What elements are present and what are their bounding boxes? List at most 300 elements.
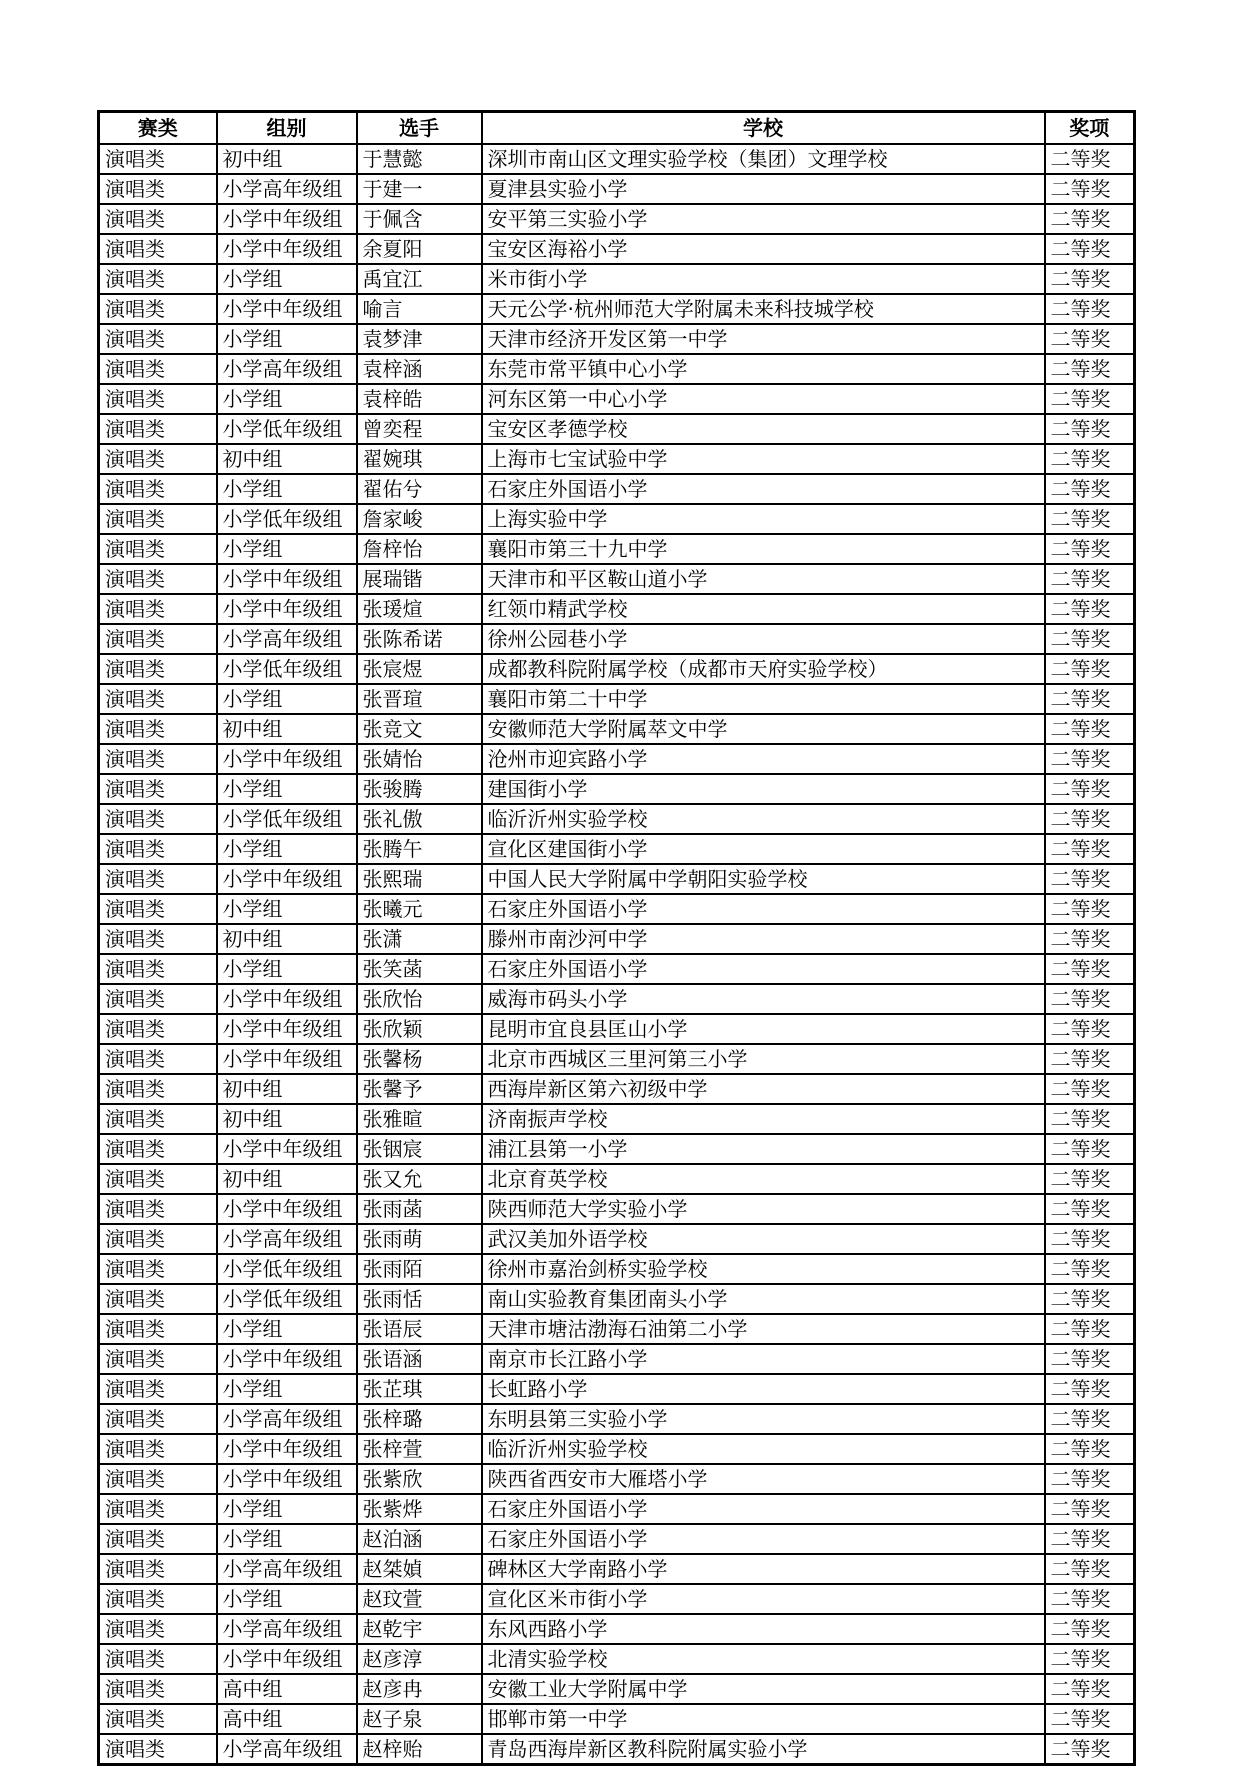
cell-contestant: 张馨杨 xyxy=(357,1044,482,1074)
cell-award: 二等奖 xyxy=(1045,1374,1135,1404)
cell-category: 演唱类 xyxy=(99,534,217,564)
table-row xyxy=(99,1644,1135,1674)
table-row xyxy=(99,804,1135,834)
table-row xyxy=(99,1554,1135,1584)
cell-group: 小学低年级组 xyxy=(217,414,357,444)
cell-category: 演唱类 xyxy=(99,474,217,504)
cell-award: 二等奖 xyxy=(1045,1254,1135,1284)
cell-category: 演唱类 xyxy=(99,1164,217,1194)
cell-contestant: 张笑菡 xyxy=(357,954,482,984)
cell-category: 演唱类 xyxy=(99,894,217,924)
cell-school: 石家庄外国语小学 xyxy=(482,1524,1045,1554)
cell-school: 石家庄外国语小学 xyxy=(482,474,1045,504)
table-row xyxy=(99,204,1135,234)
cell-school: 长虹路小学 xyxy=(482,1374,1045,1404)
cell-group: 小学中年级组 xyxy=(217,1044,357,1074)
cell-school: 东风西路小学 xyxy=(482,1614,1045,1644)
cell-group: 小学组 xyxy=(217,384,357,414)
cell-group: 小学组 xyxy=(217,894,357,924)
cell-award: 二等奖 xyxy=(1045,1164,1135,1194)
cell-category: 演唱类 xyxy=(99,714,217,744)
cell-category: 演唱类 xyxy=(99,1284,217,1314)
table-row xyxy=(99,504,1135,534)
cell-award: 二等奖 xyxy=(1045,1494,1135,1524)
cell-award: 二等奖 xyxy=(1045,1134,1135,1164)
cell-school: 南山实验教育集团南头小学 xyxy=(482,1284,1045,1314)
cell-award: 二等奖 xyxy=(1045,1074,1135,1104)
table-row xyxy=(99,1524,1135,1554)
table-row xyxy=(99,534,1135,564)
cell-category: 演唱类 xyxy=(99,264,217,294)
cell-award: 二等奖 xyxy=(1045,474,1135,504)
cell-group: 初中组 xyxy=(217,1164,357,1194)
table-row xyxy=(99,1734,1135,1765)
cell-school: 碑林区大学南路小学 xyxy=(482,1554,1045,1584)
cell-award: 二等奖 xyxy=(1045,174,1135,204)
cell-group: 小学组 xyxy=(217,324,357,354)
cell-school: 石家庄外国语小学 xyxy=(482,894,1045,924)
cell-school: 深圳市南山区文理实验学校（集团）文理学校 xyxy=(482,144,1045,174)
cell-school: 石家庄外国语小学 xyxy=(482,1494,1045,1524)
cell-contestant: 张曦元 xyxy=(357,894,482,924)
table-row xyxy=(99,1284,1135,1314)
cell-group: 小学中年级组 xyxy=(217,564,357,594)
cell-category: 演唱类 xyxy=(99,1344,217,1374)
cell-contestant: 赵桀媜 xyxy=(357,1554,482,1584)
table-row xyxy=(99,174,1135,204)
cell-category: 演唱类 xyxy=(99,504,217,534)
cell-group: 高中组 xyxy=(217,1674,357,1704)
cell-award: 二等奖 xyxy=(1045,1224,1135,1254)
cell-group: 小学组 xyxy=(217,1524,357,1554)
cell-group: 小学组 xyxy=(217,1584,357,1614)
table-row xyxy=(99,414,1135,444)
table-row xyxy=(99,594,1135,624)
cell-award: 二等奖 xyxy=(1045,204,1135,234)
cell-category: 演唱类 xyxy=(99,804,217,834)
cell-group: 小学低年级组 xyxy=(217,654,357,684)
cell-group: 小学组 xyxy=(217,474,357,504)
cell-award: 二等奖 xyxy=(1045,1524,1135,1554)
cell-award: 二等奖 xyxy=(1045,624,1135,654)
cell-award: 二等奖 xyxy=(1045,654,1135,684)
cell-school: 武汉美加外语学校 xyxy=(482,1224,1045,1254)
cell-school: 北京市西城区三里河第三小学 xyxy=(482,1044,1045,1074)
table-row xyxy=(99,1494,1135,1524)
cell-school: 邯郸市第一中学 xyxy=(482,1704,1045,1734)
table-row xyxy=(99,234,1135,264)
cell-school: 西海岸新区第六初级中学 xyxy=(482,1074,1045,1104)
cell-contestant: 张欣颖 xyxy=(357,1014,482,1044)
cell-school: 威海市码头小学 xyxy=(482,984,1045,1014)
table-row xyxy=(99,1374,1135,1404)
cell-contestant: 张紫烨 xyxy=(357,1494,482,1524)
cell-contestant: 张雨菡 xyxy=(357,1194,482,1224)
cell-group: 小学中年级组 xyxy=(217,1434,357,1464)
table-row xyxy=(99,654,1135,684)
cell-award: 二等奖 xyxy=(1045,1284,1135,1314)
cell-group: 初中组 xyxy=(217,1074,357,1104)
cell-group: 小学组 xyxy=(217,684,357,714)
table-row xyxy=(99,1434,1135,1464)
cell-group: 初中组 xyxy=(217,1104,357,1134)
cell-award: 二等奖 xyxy=(1045,1584,1135,1614)
cell-school: 东明县第三实验小学 xyxy=(482,1404,1045,1434)
cell-school: 夏津县实验小学 xyxy=(482,174,1045,204)
cell-school: 济南振声学校 xyxy=(482,1104,1045,1134)
cell-category: 演唱类 xyxy=(99,1584,217,1614)
cell-award: 二等奖 xyxy=(1045,774,1135,804)
cell-category: 演唱类 xyxy=(99,1404,217,1434)
table-row xyxy=(99,1344,1135,1374)
cell-award: 二等奖 xyxy=(1045,1464,1135,1494)
cell-award: 二等奖 xyxy=(1045,864,1135,894)
cell-group: 小学组 xyxy=(217,1374,357,1404)
cell-award: 二等奖 xyxy=(1045,264,1135,294)
table-row xyxy=(99,1164,1135,1194)
table-header-row xyxy=(99,112,1135,145)
cell-group: 小学中年级组 xyxy=(217,1344,357,1374)
cell-award: 二等奖 xyxy=(1045,504,1135,534)
table-row xyxy=(99,294,1135,324)
cell-award: 二等奖 xyxy=(1045,1314,1135,1344)
cell-school: 临沂沂州实验学校 xyxy=(482,804,1045,834)
cell-contestant: 翟婉琪 xyxy=(357,444,482,474)
cell-contestant: 张竞文 xyxy=(357,714,482,744)
cell-group: 初中组 xyxy=(217,714,357,744)
cell-group: 小学低年级组 xyxy=(217,1254,357,1284)
cell-group: 小学组 xyxy=(217,534,357,564)
cell-contestant: 张又允 xyxy=(357,1164,482,1194)
cell-award: 二等奖 xyxy=(1045,684,1135,714)
cell-school: 临沂沂州实验学校 xyxy=(482,1434,1045,1464)
cell-award: 二等奖 xyxy=(1045,1554,1135,1584)
cell-contestant: 赵子泉 xyxy=(357,1704,482,1734)
cell-category: 演唱类 xyxy=(99,1074,217,1104)
cell-category: 演唱类 xyxy=(99,564,217,594)
cell-contestant: 展瑞锴 xyxy=(357,564,482,594)
cell-contestant: 张铟宸 xyxy=(357,1134,482,1164)
cell-contestant: 曾奕程 xyxy=(357,414,482,444)
cell-contestant: 余夏阳 xyxy=(357,234,482,264)
cell-group: 小学高年级组 xyxy=(217,624,357,654)
table-row xyxy=(99,354,1135,384)
cell-group: 小学中年级组 xyxy=(217,234,357,264)
cell-contestant: 赵玟萱 xyxy=(357,1584,482,1614)
cell-group: 小学高年级组 xyxy=(217,1404,357,1434)
cell-category: 演唱类 xyxy=(99,1644,217,1674)
cell-award: 二等奖 xyxy=(1045,894,1135,924)
cell-contestant: 张熙瑞 xyxy=(357,864,482,894)
cell-contestant: 于佩含 xyxy=(357,204,482,234)
table-row xyxy=(99,474,1135,504)
cell-school: 红领巾精武学校 xyxy=(482,594,1045,624)
table-row xyxy=(99,1224,1135,1254)
cell-group: 小学中年级组 xyxy=(217,984,357,1014)
table-body xyxy=(99,144,1135,1765)
cell-contestant: 张骏腾 xyxy=(357,774,482,804)
table-row xyxy=(99,1194,1135,1224)
cell-category: 演唱类 xyxy=(99,444,217,474)
cell-group: 小学中年级组 xyxy=(217,864,357,894)
cell-contestant: 张雨萌 xyxy=(357,1224,482,1254)
cell-school: 陕西省西安市大雁塔小学 xyxy=(482,1464,1045,1494)
cell-award: 二等奖 xyxy=(1045,714,1135,744)
cell-contestant: 张语涵 xyxy=(357,1344,482,1374)
cell-award: 二等奖 xyxy=(1045,534,1135,564)
cell-award: 二等奖 xyxy=(1045,924,1135,954)
table-row xyxy=(99,1404,1135,1434)
cell-school: 安徽师范大学附属萃文中学 xyxy=(482,714,1045,744)
cell-contestant: 于建一 xyxy=(357,174,482,204)
cell-school: 安平第三实验小学 xyxy=(482,204,1045,234)
cell-category: 演唱类 xyxy=(99,984,217,1014)
cell-school: 中国人民大学附属中学朝阳实验学校 xyxy=(482,864,1045,894)
cell-school: 昆明市宜良县匡山小学 xyxy=(482,1014,1045,1044)
cell-category: 演唱类 xyxy=(99,1734,217,1765)
cell-school: 上海实验中学 xyxy=(482,504,1045,534)
cell-contestant: 赵泊涵 xyxy=(357,1524,482,1554)
cell-school: 浦江县第一小学 xyxy=(482,1134,1045,1164)
table-row xyxy=(99,1674,1135,1704)
table-row xyxy=(99,834,1135,864)
cell-group: 小学中年级组 xyxy=(217,1014,357,1044)
cell-category: 演唱类 xyxy=(99,744,217,774)
cell-contestant: 袁梓涵 xyxy=(357,354,482,384)
cell-category: 演唱类 xyxy=(99,1014,217,1044)
cell-category: 演唱类 xyxy=(99,1224,217,1254)
cell-category: 演唱类 xyxy=(99,1314,217,1344)
cell-contestant: 张晋瑄 xyxy=(357,684,482,714)
table-row xyxy=(99,324,1135,354)
column-header-award: 奖项 xyxy=(1045,112,1135,145)
cell-category: 演唱类 xyxy=(99,654,217,684)
cell-school: 襄阳市第三十九中学 xyxy=(482,534,1045,564)
cell-award: 二等奖 xyxy=(1045,1104,1135,1134)
column-header-group: 组别 xyxy=(217,112,357,145)
cell-category: 演唱类 xyxy=(99,1674,217,1704)
cell-group: 高中组 xyxy=(217,1704,357,1734)
cell-award: 二等奖 xyxy=(1045,1044,1135,1074)
cell-contestant: 张梓璐 xyxy=(357,1404,482,1434)
cell-category: 演唱类 xyxy=(99,1254,217,1284)
cell-category: 演唱类 xyxy=(99,924,217,954)
cell-award: 二等奖 xyxy=(1045,294,1135,324)
cell-award: 二等奖 xyxy=(1045,1734,1135,1765)
table-row xyxy=(99,1614,1135,1644)
cell-group: 小学中年级组 xyxy=(217,594,357,624)
table-row xyxy=(99,1314,1135,1344)
cell-school: 安徽工业大学附属中学 xyxy=(482,1674,1045,1704)
table-row xyxy=(99,1464,1135,1494)
cell-contestant: 张紫欣 xyxy=(357,1464,482,1494)
table-row xyxy=(99,714,1135,744)
cell-contestant: 张欣怡 xyxy=(357,984,482,1014)
cell-award: 二等奖 xyxy=(1045,594,1135,624)
cell-award: 二等奖 xyxy=(1045,1644,1135,1674)
cell-category: 演唱类 xyxy=(99,204,217,234)
cell-contestant: 禹宜江 xyxy=(357,264,482,294)
cell-school: 滕州市南沙河中学 xyxy=(482,924,1045,954)
cell-contestant: 喻言 xyxy=(357,294,482,324)
cell-contestant: 袁梦津 xyxy=(357,324,482,354)
cell-category: 演唱类 xyxy=(99,1044,217,1074)
cell-group: 小学组 xyxy=(217,774,357,804)
cell-contestant: 于慧懿 xyxy=(357,144,482,174)
cell-award: 二等奖 xyxy=(1045,1674,1135,1704)
table-row xyxy=(99,984,1135,1014)
cell-group: 小学中年级组 xyxy=(217,294,357,324)
cell-school: 天津市经济开发区第一中学 xyxy=(482,324,1045,354)
table-row xyxy=(99,1584,1135,1614)
table-row xyxy=(99,624,1135,654)
table-row xyxy=(99,924,1135,954)
table-row xyxy=(99,384,1135,414)
cell-category: 演唱类 xyxy=(99,294,217,324)
cell-contestant: 翟佑兮 xyxy=(357,474,482,504)
cell-contestant: 张馨予 xyxy=(357,1074,482,1104)
cell-contestant: 张婧怡 xyxy=(357,744,482,774)
cell-award: 二等奖 xyxy=(1045,444,1135,474)
cell-category: 演唱类 xyxy=(99,1614,217,1644)
cell-group: 初中组 xyxy=(217,444,357,474)
cell-group: 初中组 xyxy=(217,924,357,954)
cell-category: 演唱类 xyxy=(99,1134,217,1164)
cell-group: 小学高年级组 xyxy=(217,1554,357,1584)
cell-group: 小学中年级组 xyxy=(217,1134,357,1164)
cell-group: 小学中年级组 xyxy=(217,1464,357,1494)
cell-school: 上海市七宝试验中学 xyxy=(482,444,1045,474)
cell-category: 演唱类 xyxy=(99,1464,217,1494)
cell-category: 演唱类 xyxy=(99,384,217,414)
column-header-category: 赛类 xyxy=(99,112,217,145)
cell-contestant: 张雨陌 xyxy=(357,1254,482,1284)
table-row xyxy=(99,1254,1135,1284)
cell-category: 演唱类 xyxy=(99,1194,217,1224)
cell-group: 小学组 xyxy=(217,954,357,984)
cell-contestant: 张梓萱 xyxy=(357,1434,482,1464)
cell-group: 小学低年级组 xyxy=(217,804,357,834)
table-row xyxy=(99,954,1135,984)
cell-school: 陕西师范大学实验小学 xyxy=(482,1194,1045,1224)
table-row xyxy=(99,894,1135,924)
cell-award: 二等奖 xyxy=(1045,414,1135,444)
cell-award: 二等奖 xyxy=(1045,384,1135,414)
cell-category: 演唱类 xyxy=(99,1374,217,1404)
cell-contestant: 张瑗煊 xyxy=(357,594,482,624)
cell-award: 二等奖 xyxy=(1045,1344,1135,1374)
cell-group: 小学中年级组 xyxy=(217,744,357,774)
cell-category: 演唱类 xyxy=(99,1104,217,1134)
cell-school: 沧州市迎宾路小学 xyxy=(482,744,1045,774)
table-row xyxy=(99,1014,1135,1044)
cell-school: 米市街小学 xyxy=(482,264,1045,294)
table-row xyxy=(99,684,1135,714)
cell-category: 演唱类 xyxy=(99,354,217,384)
table-row xyxy=(99,774,1135,804)
cell-category: 演唱类 xyxy=(99,954,217,984)
table-row xyxy=(99,1104,1135,1134)
cell-contestant: 张语辰 xyxy=(357,1314,482,1344)
cell-category: 演唱类 xyxy=(99,1494,217,1524)
cell-contestant: 赵乾宇 xyxy=(357,1614,482,1644)
cell-category: 演唱类 xyxy=(99,594,217,624)
cell-school: 东莞市常平镇中心小学 xyxy=(482,354,1045,384)
cell-category: 演唱类 xyxy=(99,1434,217,1464)
cell-category: 演唱类 xyxy=(99,1524,217,1554)
cell-award: 二等奖 xyxy=(1045,1404,1135,1434)
cell-school: 南京市长江路小学 xyxy=(482,1344,1045,1374)
cell-school: 宝安区孝德学校 xyxy=(482,414,1045,444)
cell-award: 二等奖 xyxy=(1045,1704,1135,1734)
cell-contestant: 张潇 xyxy=(357,924,482,954)
cell-school: 青岛西海岸新区教科院附属实验小学 xyxy=(482,1734,1045,1765)
cell-school: 成都教科院附属学校（成都市天府实验学校） xyxy=(482,654,1045,684)
cell-contestant: 张芷琪 xyxy=(357,1374,482,1404)
cell-group: 小学组 xyxy=(217,264,357,294)
cell-group: 小学中年级组 xyxy=(217,1194,357,1224)
column-header-contestant: 选手 xyxy=(357,112,482,145)
cell-school: 宣化区米市街小学 xyxy=(482,1584,1045,1614)
column-header-school: 学校 xyxy=(482,112,1045,145)
cell-award: 二等奖 xyxy=(1045,804,1135,834)
cell-group: 小学中年级组 xyxy=(217,1644,357,1674)
cell-award: 二等奖 xyxy=(1045,234,1135,264)
cell-award: 二等奖 xyxy=(1045,954,1135,984)
cell-group: 小学高年级组 xyxy=(217,1614,357,1644)
cell-category: 演唱类 xyxy=(99,1704,217,1734)
cell-school: 北清实验学校 xyxy=(482,1644,1045,1674)
table-row xyxy=(99,744,1135,774)
cell-school: 建国街小学 xyxy=(482,774,1045,804)
cell-group: 小学高年级组 xyxy=(217,354,357,384)
cell-school: 河东区第一中心小学 xyxy=(482,384,1045,414)
cell-group: 初中组 xyxy=(217,144,357,174)
table-row xyxy=(99,1704,1135,1734)
cell-category: 演唱类 xyxy=(99,834,217,864)
cell-contestant: 袁梓皓 xyxy=(357,384,482,414)
cell-school: 石家庄外国语小学 xyxy=(482,954,1045,984)
award-results-table xyxy=(97,110,1136,1766)
cell-group: 小学低年级组 xyxy=(217,1284,357,1314)
cell-group: 小学中年级组 xyxy=(217,204,357,234)
cell-category: 演唱类 xyxy=(99,324,217,354)
cell-category: 演唱类 xyxy=(99,684,217,714)
cell-category: 演唱类 xyxy=(99,234,217,264)
cell-contestant: 詹家峻 xyxy=(357,504,482,534)
cell-award: 二等奖 xyxy=(1045,144,1135,174)
cell-school: 北京育英学校 xyxy=(482,1164,1045,1194)
table-row xyxy=(99,864,1135,894)
cell-award: 二等奖 xyxy=(1045,984,1135,1014)
cell-school: 徐州公园巷小学 xyxy=(482,624,1045,654)
cell-contestant: 赵彦冉 xyxy=(357,1674,482,1704)
cell-school: 宣化区建国街小学 xyxy=(482,834,1045,864)
table-row xyxy=(99,1134,1135,1164)
cell-category: 演唱类 xyxy=(99,1554,217,1584)
cell-school: 宝安区海裕小学 xyxy=(482,234,1045,264)
table-row xyxy=(99,1074,1135,1104)
cell-group: 小学低年级组 xyxy=(217,504,357,534)
cell-group: 小学组 xyxy=(217,1494,357,1524)
cell-group: 小学组 xyxy=(217,1314,357,1344)
cell-award: 二等奖 xyxy=(1045,1614,1135,1644)
cell-award: 二等奖 xyxy=(1045,744,1135,774)
cell-school: 天元公学·杭州师范大学附属未来科技城学校 xyxy=(482,294,1045,324)
cell-award: 二等奖 xyxy=(1045,834,1135,864)
cell-category: 演唱类 xyxy=(99,774,217,804)
cell-group: 小学高年级组 xyxy=(217,1734,357,1765)
